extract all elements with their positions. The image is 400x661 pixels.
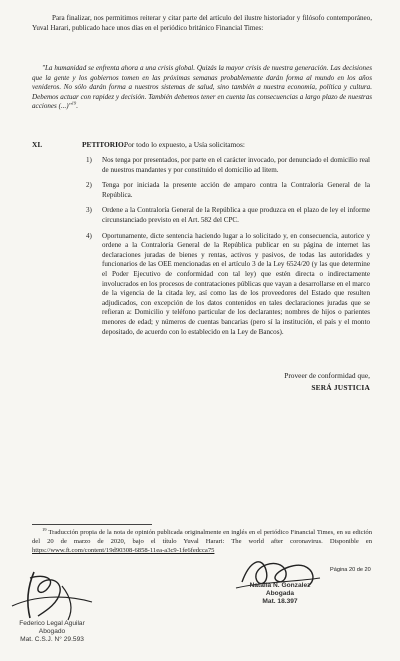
section-lead: Por todo lo expuesto, a Usía solicitamos: [124, 140, 245, 149]
footnote-divider [32, 524, 152, 525]
signatory-name: Natalia N. Gonzalez [249, 582, 311, 589]
footnote-link[interactable]: https://www.ft.com/content/19d90308-6858-11ea-a3c9-1fe6fedcca75 [32, 547, 215, 554]
footnote-text: Traducción propia de la nota de opinión publicada originalmente en inglés en el periódico Financial Times, en su edición del 20 de marzo de 2020, bajo el título Yuval Harari: The world after coronavirus. Disponible en [32, 529, 372, 545]
closing-line: Proveer de conformidad que, [284, 371, 370, 380]
list-item [86, 181, 370, 200]
signature-scribble-left [4, 566, 100, 622]
item-number: 4) [86, 231, 92, 240]
item-text: Oportunamente, dicte sentencia haciendo lugar a lo solicitado y, en consecuencia, autorice y ordene a la Contraloría General de la República publicar en su página de internet las declaraciones juradas de bienes y rentas, activos y pasivos, de todas las autoridades y funcionarios de las OEE mencionadas en el artículo 3 de la Ley 6524/20 (y las que determine el Poder Ejecutivo de conformidad con tal ley) que estén directa o indirectamente involucrados en los procesos de contrataciones públicas que vayan a desarrollarse en el marco de la vigencia de la citada ley, así como las de los proveedores del Estado que resulten adjudicados, con excepción de los datos contenidos en tales declaraciones juradas que se refieran a: Domicilio y teléfono particular de los declarantes; nombres de hijos o parientes menores de edad; y números de cuentas bancarias (pero sí la institución, el país y el monto depositado, de acuerdo con lo establecido en la Ley de Bancos). [102, 231, 370, 336]
list-item [86, 156, 370, 175]
section-number: XI. [32, 140, 43, 149]
list-item [86, 206, 370, 225]
quote-text: "La humanidad se enfrenta ahora a una crisis global. Quizás la mayor crisis de nuestra generación. Las decisiones que la gente y los gobiernos tomen en las próximas semanas probablemente darán forma al mundo en los años venideros. No sólo darán forma a nuestros sistemas de salud, sino también a nuestra economía, política y cultura. Debemos actuar con rapidez y decisión. También debemos tener en cuenta las consecuencias a largo plazo de nuestras acciones (...)" [32, 64, 372, 111]
signatory-role: Abogado [38, 628, 66, 635]
signatory-registration: Mat. C.S.J. N° 29.593 [20, 636, 84, 643]
page-number: Página 20 de 20 [330, 567, 371, 573]
signature-right [232, 552, 322, 638]
footnote-ref: 19 [42, 526, 47, 532]
closing-signoff: SERÁ JUSTICIA [311, 383, 370, 392]
signature-left [4, 566, 100, 656]
intro-paragraph: Para finalizar, nos permitimos reiterar y citar parte del artículo del ilustre historiador y filósofo contemporáneo, Yuval Harari, publicado hace unos días en el periódico británico Financial Times: [32, 14, 372, 32]
signatory-name: Federico Legal Aguilar [19, 620, 85, 627]
item-number: 2) [86, 181, 92, 190]
signatory-role: Abogada [265, 590, 295, 597]
closing-block [250, 370, 370, 394]
item-text: Nos tenga por presentados, por parte en el carácter invocado, por denunciado el domicilio real de nuestros mandantes y por constituido el domicilio ad litem. [102, 156, 370, 174]
item-number: 3) [86, 206, 92, 215]
item-text: Ordene a la Contraloría General de la República a que produzca en el plazo de ley el informe circunstanciado previsto en el Art. 582 del CPC. [102, 206, 370, 224]
item-text: Tenga por iniciada la presente acción de amparo contra la Contraloría General de la República. [102, 181, 370, 199]
section-title: PETITORIO. [82, 140, 126, 149]
quote-footnote-ref: 19 [71, 101, 77, 107]
list-item [86, 232, 370, 338]
harari-quote: "La humanidad se enfrenta ahora a una crisis global. Quizás la mayor crisis de nuestra generación. Las decisiones que la gente y los gobiernos tomen en las próximas semanas probablemente darán forma al mundo en los años venideros. No sólo darán forma a nuestros sistemas de salud, sino también a nuestra economía, política y cultura. Debemos actuar con rapidez y decisión. También debemos tener en cuenta las consecuencias a largo plazo de nuestras acciones (...)"$^{19}$. [32, 64, 372, 111]
footnote [32, 528, 372, 555]
item-number: 1) [86, 156, 92, 164]
signatory-registration: Mat. 18.397 [262, 598, 298, 605]
petition-items [86, 156, 370, 343]
